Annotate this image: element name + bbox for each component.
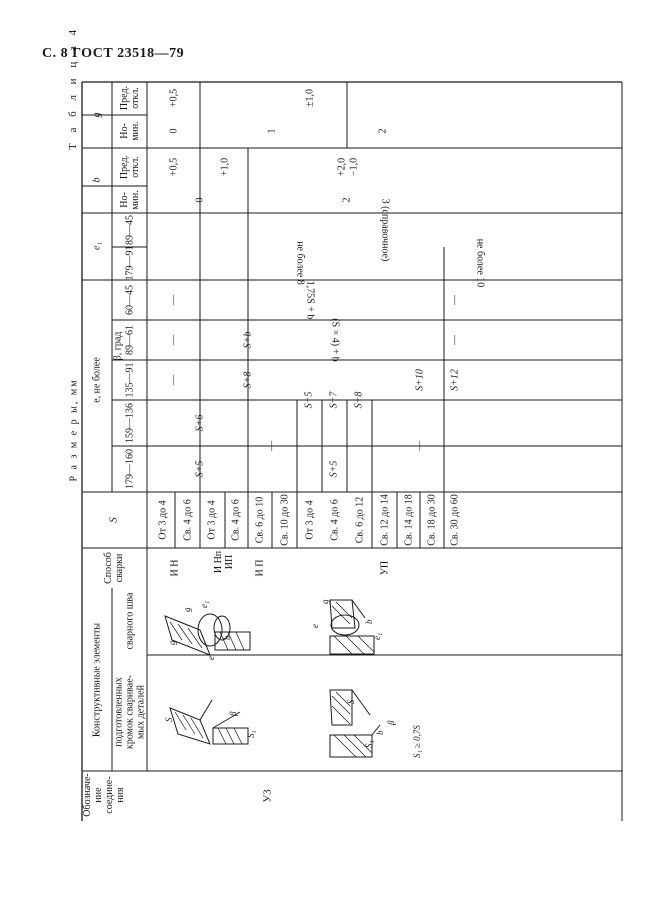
method-ih: И Н [169, 559, 181, 577]
e-s5-c: S+5 [328, 460, 340, 478]
dimensions-header: Р а з м е р ы, мм [68, 378, 80, 482]
b-nom-0: 0 [194, 197, 206, 203]
e-dash-7: — [449, 295, 461, 305]
g-deviation-l2: откл. [130, 87, 141, 109]
g-nom-2: 2 [377, 128, 389, 134]
fig4-g-label: g [320, 599, 330, 604]
e-formula-60: 1,75S + b [304, 280, 316, 320]
b-dev-10: +1,0 [219, 157, 231, 177]
e-s6: S+6 [194, 414, 206, 432]
e1-nb10: не более 10 [474, 238, 486, 288]
prepared-edges-l3: мых деталей [135, 685, 147, 739]
e1-header: e₁ [91, 242, 103, 250]
g-header: g [91, 112, 103, 118]
e-dash-2: — [168, 335, 180, 345]
e1-ref3: 3 (справочное) [379, 198, 391, 262]
e1-col-89: 89—45 [124, 215, 136, 245]
fig4-b-label: b [364, 619, 374, 624]
designation-header-l1: Обозначе- [82, 773, 93, 817]
s-range-8: Св. 4 до 6 [329, 499, 341, 541]
designation-value: У3 [261, 789, 274, 803]
e-formula-89: (S × 4) + b [329, 318, 341, 362]
b-deviation-l1: Пред. [119, 154, 130, 180]
g-nominal-l2: мин. [130, 121, 141, 141]
fig1-s-label: S [164, 717, 174, 722]
fig1-s1-label: S₁ [246, 730, 256, 738]
e1-col-179: 179—91 [124, 245, 136, 281]
e-s5-b: S+5 [303, 391, 315, 409]
fig2-b-label: b [375, 730, 385, 735]
prepared-edges-figure-2 [330, 690, 422, 758]
g-nom-0: 0 [168, 128, 180, 134]
g-deviation-l1: Пред. [119, 85, 130, 111]
method-ip: И П [254, 559, 266, 577]
designation-header-l2: ние [93, 787, 104, 803]
constructive-elements-header: Конструктивные элементы [91, 622, 103, 738]
s-header: S [107, 517, 120, 523]
beta-col-89: 89—61 [124, 325, 136, 355]
fig4-e1-label: e₁ [372, 632, 382, 640]
g-nom-1: 1 [266, 128, 278, 134]
s-range-7: От 3 до 4 [304, 500, 316, 540]
fig4-e-label: e [310, 624, 320, 628]
s-range-12: Св. 18 до 30 [426, 494, 438, 546]
prepared-edges-l2: кромок сваривае- [124, 675, 136, 749]
b-nominal-l1: Но- [119, 192, 130, 208]
designation-header-l4: ния [115, 787, 126, 803]
prepared-edges-figure-1 [164, 700, 256, 744]
designation-header-l3: соедине- [104, 776, 115, 814]
s-range-2: Св. 4 до 6 [182, 499, 194, 541]
s-range-13: Св. 30 до 60 [449, 494, 461, 546]
e-max-header: е, не более [91, 357, 103, 403]
method-up: УП [379, 560, 391, 576]
fig2-s-label: S [346, 699, 356, 704]
s-range-11: Св. 14 до 18 [403, 494, 415, 546]
s-range-5: Св. 6 до 10 [254, 496, 266, 544]
s-range-3: От 3 до 4 [206, 500, 218, 540]
fig2-s1-label: S₁ [364, 740, 374, 748]
fig3-g2-label: g [167, 640, 177, 645]
method-ihp-l1: И Нп [213, 550, 224, 574]
fig3-e-label: e [206, 656, 216, 660]
e-s8-a: S+8 [242, 371, 254, 389]
welding-method-l1: Способ [103, 552, 114, 584]
e1-nb8: не более 8 [294, 241, 306, 285]
e-s5-a: S+5 [194, 460, 206, 478]
e-dash-1: — [168, 375, 180, 385]
b-dev-05: +0,5 [168, 157, 180, 177]
beta-header: β, град [112, 331, 124, 361]
e-s7: S+7 [328, 391, 340, 409]
beta-col-60: 60—45 [124, 285, 136, 315]
weld-seam-figure-1 [165, 601, 250, 660]
b-nom-2: 2 [341, 197, 353, 203]
welding-method-l2: сварки [114, 553, 125, 583]
b-deviation-l2: откл. [130, 156, 141, 178]
fig3-g-label: g [182, 607, 192, 612]
s-range-9: Св. 6 до 12 [354, 496, 366, 544]
e-s8-b: S+8 [353, 391, 365, 409]
fig1-beta-label: β [228, 711, 238, 716]
s-range-10: Св. 12 до 14 [379, 494, 391, 546]
e-sb: S+b [242, 331, 254, 349]
table-title: Т а б л и ц а 4 [67, 25, 79, 150]
method-ihp-l2: ИП [224, 554, 235, 570]
e-s12: S+12 [449, 369, 461, 391]
e-dash-4: — [266, 441, 278, 451]
b-dev-neg: −1,0 [348, 157, 360, 177]
page-header: С. 8 ГОСТ 23518—79 [42, 46, 185, 61]
e-dash-6: — [449, 335, 461, 345]
beta-col-135: 135—91 [124, 362, 136, 398]
e-s10: S+10 [414, 369, 426, 391]
weld-seam-header: сварного шва [124, 592, 136, 650]
fig3-b-label: b [222, 635, 232, 640]
beta-col-179: 179—160 [124, 449, 136, 489]
fig2-beta-label: β [386, 720, 396, 725]
b-header: b [91, 177, 103, 183]
g-dev-05: +0,5 [168, 88, 180, 108]
s-range-6: Св. 10 до 30 [279, 494, 291, 546]
beta-col-159: 159—136 [124, 403, 136, 443]
fig2-cond-label: S₁ ≥ 0,7S [412, 725, 422, 758]
g-dev-pm: ±1,0 [304, 89, 316, 107]
prepared-edges-l1: подготовленных [113, 677, 125, 747]
s-range-4: Св. 4 до 6 [230, 499, 242, 541]
b-nominal-l2: мин. [130, 190, 141, 210]
e-dash-5: — [414, 441, 426, 451]
b-dev-20: +2,0 [336, 157, 348, 177]
g-nominal-l1: Но- [119, 123, 130, 139]
e-dash-3: — [168, 295, 180, 305]
fig3-e1-label: e₁ [199, 600, 209, 608]
s-range-1: От 3 до 4 [157, 500, 169, 540]
weld-seam-figure-2 [310, 599, 382, 654]
